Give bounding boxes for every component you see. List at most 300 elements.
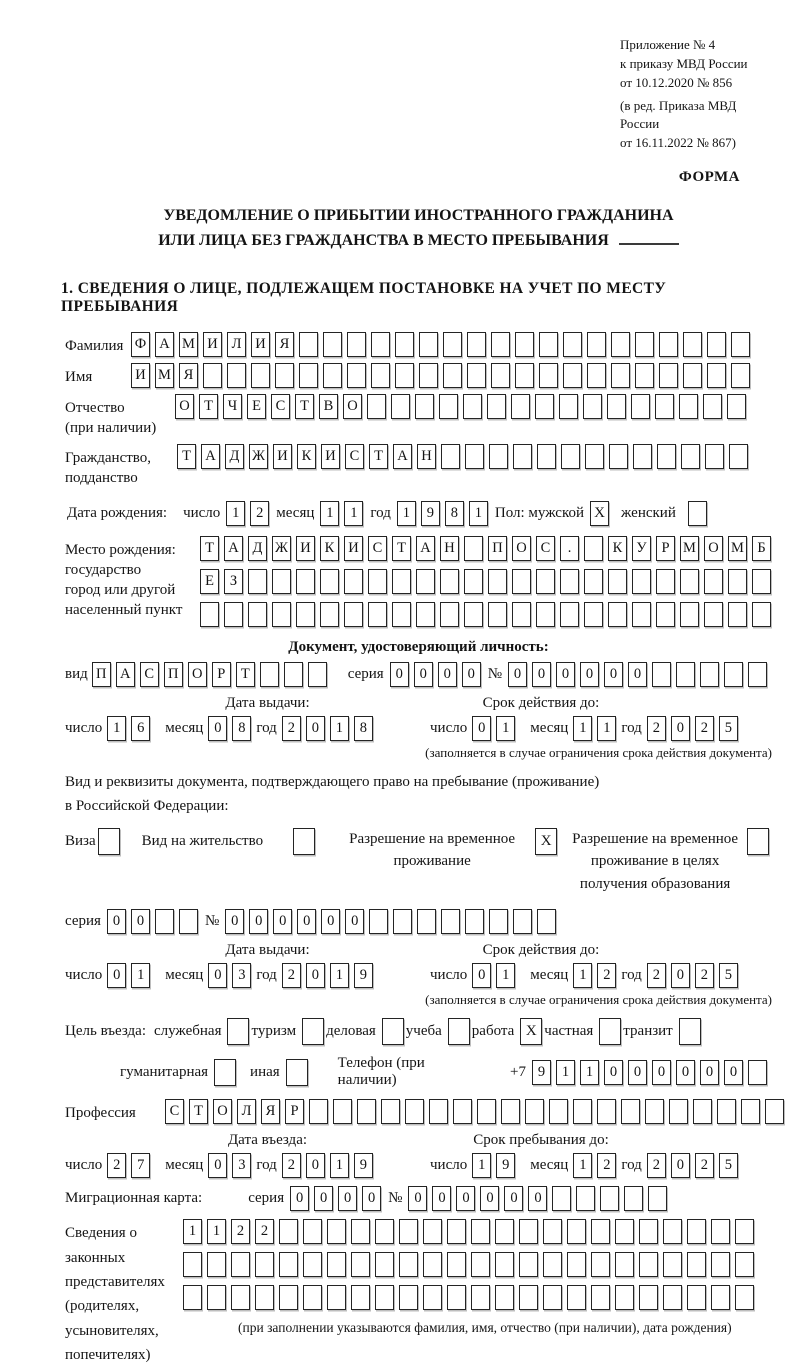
char-cell[interactable] [405,1099,424,1124]
char-cell[interactable]: И [203,332,222,357]
char-cell[interactable] [429,1099,448,1124]
char-cell[interactable]: 0 [408,1186,427,1211]
char-cell[interactable]: Я [261,1099,280,1124]
char-cell[interactable] [655,394,674,419]
char-cell[interactable] [248,569,267,594]
char-cell[interactable]: Т [236,662,255,687]
char-cell[interactable] [465,909,484,934]
char-cell[interactable]: 2 [597,963,616,988]
char-cell[interactable] [669,1099,688,1124]
char-cell[interactable]: 3 [232,1153,251,1178]
char-cell[interactable]: 0 [628,662,647,687]
char-cell[interactable]: 2 [250,501,269,526]
char-cell[interactable]: О [704,536,723,561]
char-cell[interactable]: 0 [528,1186,547,1211]
char-cell[interactable]: И [131,363,150,388]
char-cell[interactable]: Н [440,536,459,561]
char-cell[interactable] [471,1219,490,1244]
char-cell[interactable] [559,394,578,419]
char-cell[interactable] [371,332,390,357]
char-cell[interactable] [567,1219,586,1244]
char-cell[interactable] [491,363,510,388]
char-cell[interactable]: Я [179,363,198,388]
char-cell[interactable] [391,394,410,419]
char-cell[interactable] [615,1252,634,1277]
purpose-transit-checkbox[interactable] [679,1018,701,1045]
char-cell[interactable] [679,394,698,419]
char-cell[interactable] [447,1285,466,1310]
char-cell[interactable] [543,1252,562,1277]
edu-residence-checkbox[interactable] [747,828,769,855]
char-cell[interactable] [657,444,676,469]
char-cell[interactable]: 0 [208,716,227,741]
char-cell[interactable] [621,1099,640,1124]
char-cell[interactable] [399,1285,418,1310]
char-cell[interactable] [543,1219,562,1244]
char-cell[interactable] [635,363,654,388]
char-cell[interactable] [416,602,435,627]
char-cell[interactable]: 1 [226,501,245,526]
char-cell[interactable] [535,394,554,419]
char-cell[interactable]: Т [369,444,388,469]
char-cell[interactable] [369,909,388,934]
char-cell[interactable] [284,662,303,687]
char-cell[interactable] [231,1252,250,1277]
char-cell[interactable] [659,363,678,388]
char-cell[interactable]: 1 [469,501,488,526]
char-cell[interactable]: 1 [573,1153,592,1178]
char-cell[interactable] [687,1219,706,1244]
char-cell[interactable]: С [140,662,159,687]
char-cell[interactable]: 2 [647,1153,666,1178]
char-cell[interactable]: 0 [438,662,457,687]
char-cell[interactable] [417,909,436,934]
char-cell[interactable] [609,444,628,469]
char-cell[interactable]: И [251,332,270,357]
char-cell[interactable]: О [512,536,531,561]
char-cell[interactable] [464,569,483,594]
char-cell[interactable] [395,332,414,357]
char-cell[interactable] [567,1252,586,1277]
char-cell[interactable] [705,444,724,469]
char-cell[interactable] [183,1252,202,1277]
char-cell[interactable] [303,1285,322,1310]
char-cell[interactable] [587,363,606,388]
char-cell[interactable] [639,1219,658,1244]
char-cell[interactable]: 0 [297,909,316,934]
char-cell[interactable] [308,662,327,687]
char-cell[interactable] [711,1285,730,1310]
char-cell[interactable] [393,909,412,934]
char-cell[interactable] [607,394,626,419]
purpose-tourism-checkbox[interactable] [302,1018,324,1045]
char-cell[interactable] [443,332,462,357]
char-cell[interactable] [423,1285,442,1310]
char-cell[interactable] [748,1060,767,1085]
char-cell[interactable] [224,602,243,627]
char-cell[interactable] [207,1285,226,1310]
char-cell[interactable] [597,1099,616,1124]
char-cell[interactable]: 3 [232,963,251,988]
char-cell[interactable] [471,1285,490,1310]
char-cell[interactable]: М [728,536,747,561]
char-cell[interactable] [687,1252,706,1277]
char-cell[interactable] [441,909,460,934]
char-cell[interactable] [704,602,723,627]
char-cell[interactable]: С [345,444,364,469]
char-cell[interactable]: 0 [306,716,325,741]
char-cell[interactable] [707,332,726,357]
visa-checkbox[interactable] [98,828,120,855]
char-cell[interactable] [683,363,702,388]
char-cell[interactable] [576,1186,595,1211]
char-cell[interactable] [681,444,700,469]
char-cell[interactable] [344,602,363,627]
char-cell[interactable] [536,602,555,627]
char-cell[interactable]: 8 [232,716,251,741]
char-cell[interactable]: М [680,536,699,561]
purpose-study-checkbox[interactable] [448,1018,470,1045]
char-cell[interactable] [591,1285,610,1310]
char-cell[interactable] [591,1252,610,1277]
char-cell[interactable]: И [273,444,292,469]
char-cell[interactable] [439,394,458,419]
char-cell[interactable] [513,909,532,934]
char-cell[interactable] [511,394,530,419]
char-cell[interactable]: 1 [330,963,349,988]
char-cell[interactable] [707,363,726,388]
char-cell[interactable]: К [297,444,316,469]
char-cell[interactable] [375,1219,394,1244]
char-cell[interactable] [272,569,291,594]
char-cell[interactable]: Я [275,332,294,357]
char-cell[interactable] [748,662,767,687]
temp-residence-checkbox[interactable]: X [535,828,557,855]
purpose-work-checkbox[interactable]: X [520,1018,542,1045]
char-cell[interactable]: 9 [496,1153,515,1178]
char-cell[interactable] [663,1285,682,1310]
char-cell[interactable] [255,1252,274,1277]
char-cell[interactable] [560,602,579,627]
char-cell[interactable] [519,1252,538,1277]
char-cell[interactable]: 1 [597,716,616,741]
char-cell[interactable] [440,569,459,594]
char-cell[interactable] [487,394,506,419]
char-cell[interactable]: 0 [390,662,409,687]
char-cell[interactable] [443,363,462,388]
char-cell[interactable] [399,1252,418,1277]
char-cell[interactable] [260,662,279,687]
char-cell[interactable]: 1 [320,501,339,526]
char-cell[interactable] [515,332,534,357]
char-cell[interactable]: С [165,1099,184,1124]
char-cell[interactable]: 0 [362,1186,381,1211]
char-cell[interactable] [419,332,438,357]
char-cell[interactable]: 1 [183,1219,202,1244]
char-cell[interactable] [279,1285,298,1310]
char-cell[interactable] [375,1252,394,1277]
char-cell[interactable] [728,569,747,594]
char-cell[interactable] [447,1219,466,1244]
char-cell[interactable]: 2 [647,716,666,741]
char-cell[interactable] [659,332,678,357]
char-cell[interactable]: 0 [472,963,491,988]
char-cell[interactable]: 9 [354,963,373,988]
char-cell[interactable]: Ж [249,444,268,469]
char-cell[interactable]: 2 [255,1219,274,1244]
char-cell[interactable]: В [319,394,338,419]
char-cell[interactable] [633,444,652,469]
char-cell[interactable]: Т [200,536,219,561]
char-cell[interactable] [585,444,604,469]
char-cell[interactable] [347,363,366,388]
char-cell[interactable] [207,1252,226,1277]
char-cell[interactable] [488,569,507,594]
char-cell[interactable] [752,602,771,627]
char-cell[interactable] [477,1099,496,1124]
purpose-official-checkbox[interactable] [227,1018,249,1045]
char-cell[interactable]: 2 [695,963,714,988]
char-cell[interactable] [200,602,219,627]
char-cell[interactable] [731,363,750,388]
char-cell[interactable]: 2 [647,963,666,988]
char-cell[interactable]: Т [199,394,218,419]
char-cell[interactable] [700,662,719,687]
char-cell[interactable]: А [201,444,220,469]
char-cell[interactable] [299,363,318,388]
char-cell[interactable] [272,602,291,627]
char-cell[interactable] [464,602,483,627]
char-cell[interactable]: 1 [330,716,349,741]
char-cell[interactable] [227,363,246,388]
char-cell[interactable] [632,602,651,627]
char-cell[interactable]: И [296,536,315,561]
char-cell[interactable]: 0 [724,1060,743,1085]
char-cell[interactable] [463,394,482,419]
char-cell[interactable]: П [488,536,507,561]
char-cell[interactable] [489,444,508,469]
char-cell[interactable] [631,394,650,419]
char-cell[interactable]: 5 [719,963,738,988]
char-cell[interactable]: 0 [456,1186,475,1211]
char-cell[interactable]: Ч [223,394,242,419]
char-cell[interactable] [711,1252,730,1277]
char-cell[interactable] [368,602,387,627]
char-cell[interactable] [680,569,699,594]
char-cell[interactable]: 9 [532,1060,551,1085]
char-cell[interactable]: 5 [719,1153,738,1178]
char-cell[interactable]: А [224,536,243,561]
residence-permit-checkbox[interactable] [293,828,315,855]
char-cell[interactable]: 0 [628,1060,647,1085]
char-cell[interactable]: Т [295,394,314,419]
char-cell[interactable]: 8 [354,716,373,741]
char-cell[interactable]: П [92,662,111,687]
char-cell[interactable] [639,1285,658,1310]
char-cell[interactable]: 1 [344,501,363,526]
char-cell[interactable] [735,1219,754,1244]
char-cell[interactable] [583,394,602,419]
char-cell[interactable]: 7 [131,1153,150,1178]
char-cell[interactable] [423,1219,442,1244]
char-cell[interactable] [731,332,750,357]
char-cell[interactable]: Л [227,332,246,357]
char-cell[interactable] [539,363,558,388]
char-cell[interactable] [652,662,671,687]
char-cell[interactable] [279,1252,298,1277]
char-cell[interactable] [323,363,342,388]
char-cell[interactable] [467,332,486,357]
char-cell[interactable] [489,909,508,934]
char-cell[interactable]: 0 [432,1186,451,1211]
char-cell[interactable]: 0 [414,662,433,687]
char-cell[interactable]: 0 [273,909,292,934]
char-cell[interactable]: И [344,536,363,561]
char-cell[interactable]: 0 [472,716,491,741]
char-cell[interactable]: 0 [580,662,599,687]
char-cell[interactable]: 0 [671,1153,690,1178]
char-cell[interactable] [471,1252,490,1277]
char-cell[interactable] [320,602,339,627]
char-cell[interactable] [704,569,723,594]
char-cell[interactable]: 0 [208,1153,227,1178]
char-cell[interactable] [584,602,603,627]
char-cell[interactable] [495,1252,514,1277]
char-cell[interactable] [495,1219,514,1244]
char-cell[interactable]: 2 [597,1153,616,1178]
char-cell[interactable] [537,444,556,469]
char-cell[interactable]: А [393,444,412,469]
char-cell[interactable] [344,569,363,594]
sex-female-checkbox[interactable] [688,501,707,526]
char-cell[interactable] [279,1219,298,1244]
char-cell[interactable]: 0 [532,662,551,687]
char-cell[interactable] [203,363,222,388]
char-cell[interactable]: А [116,662,135,687]
purpose-private-checkbox[interactable] [599,1018,621,1045]
char-cell[interactable]: 1 [580,1060,599,1085]
char-cell[interactable]: 5 [719,716,738,741]
char-cell[interactable] [491,332,510,357]
char-cell[interactable] [683,332,702,357]
char-cell[interactable]: 2 [282,716,301,741]
char-cell[interactable] [656,602,675,627]
char-cell[interactable]: А [416,536,435,561]
char-cell[interactable]: Т [177,444,196,469]
char-cell[interactable] [179,909,198,934]
char-cell[interactable] [539,332,558,357]
char-cell[interactable] [624,1186,643,1211]
char-cell[interactable]: Д [225,444,244,469]
char-cell[interactable]: 0 [338,1186,357,1211]
char-cell[interactable] [392,602,411,627]
char-cell[interactable]: . [560,536,579,561]
char-cell[interactable] [537,909,556,934]
char-cell[interactable]: 9 [421,501,440,526]
char-cell[interactable] [423,1252,442,1277]
char-cell[interactable] [488,602,507,627]
char-cell[interactable]: К [608,536,627,561]
char-cell[interactable] [728,602,747,627]
char-cell[interactable]: У [632,536,651,561]
char-cell[interactable] [303,1252,322,1277]
char-cell[interactable]: Р [285,1099,304,1124]
char-cell[interactable]: Т [189,1099,208,1124]
char-cell[interactable]: Р [656,536,675,561]
char-cell[interactable]: 8 [445,501,464,526]
char-cell[interactable] [584,536,603,561]
char-cell[interactable] [453,1099,472,1124]
char-cell[interactable] [440,602,459,627]
char-cell[interactable]: 0 [306,1153,325,1178]
char-cell[interactable] [465,444,484,469]
char-cell[interactable]: Ж [272,536,291,561]
char-cell[interactable] [467,363,486,388]
char-cell[interactable]: Д [248,536,267,561]
char-cell[interactable]: 0 [208,963,227,988]
char-cell[interactable] [155,909,174,934]
char-cell[interactable] [525,1099,544,1124]
char-cell[interactable] [399,1219,418,1244]
char-cell[interactable] [351,1252,370,1277]
char-cell[interactable]: 0 [671,716,690,741]
char-cell[interactable] [567,1285,586,1310]
char-cell[interactable] [296,602,315,627]
char-cell[interactable] [416,569,435,594]
char-cell[interactable]: О [175,394,194,419]
char-cell[interactable] [656,569,675,594]
char-cell[interactable] [711,1219,730,1244]
char-cell[interactable] [615,1219,634,1244]
char-cell[interactable]: 1 [207,1219,226,1244]
char-cell[interactable] [765,1099,784,1124]
char-cell[interactable]: 2 [695,716,714,741]
char-cell[interactable]: 1 [330,1153,349,1178]
char-cell[interactable]: 0 [508,662,527,687]
char-cell[interactable] [549,1099,568,1124]
char-cell[interactable]: 0 [321,909,340,934]
char-cell[interactable]: Н [417,444,436,469]
char-cell[interactable]: 2 [231,1219,250,1244]
char-cell[interactable] [536,569,555,594]
char-cell[interactable]: О [343,394,362,419]
char-cell[interactable]: И [321,444,340,469]
char-cell[interactable] [320,569,339,594]
char-cell[interactable] [645,1099,664,1124]
char-cell[interactable]: 0 [671,963,690,988]
char-cell[interactable] [563,332,582,357]
char-cell[interactable]: 0 [225,909,244,934]
char-cell[interactable] [327,1285,346,1310]
char-cell[interactable]: А [155,332,174,357]
char-cell[interactable] [680,602,699,627]
char-cell[interactable] [231,1285,250,1310]
char-cell[interactable]: 1 [496,716,515,741]
char-cell[interactable] [519,1219,538,1244]
char-cell[interactable]: О [213,1099,232,1124]
sex-male-checkbox[interactable]: X [590,501,609,526]
purpose-humanitarian-checkbox[interactable] [214,1059,236,1086]
char-cell[interactable] [584,569,603,594]
char-cell[interactable]: С [368,536,387,561]
char-cell[interactable] [735,1252,754,1277]
char-cell[interactable]: 1 [496,963,515,988]
char-cell[interactable]: М [179,332,198,357]
char-cell[interactable] [367,394,386,419]
char-cell[interactable] [752,569,771,594]
char-cell[interactable] [611,363,630,388]
char-cell[interactable] [635,332,654,357]
